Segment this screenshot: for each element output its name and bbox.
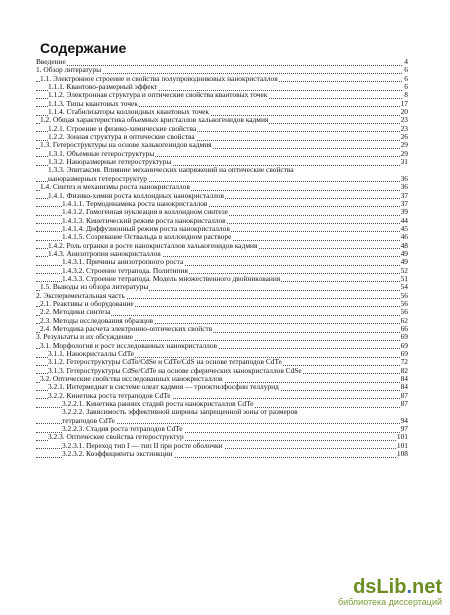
toc-entry-page: 29 <box>400 140 408 150</box>
toc-entry-text: 3.2.3.1. Переход тип I — тип II при росте оболочки <box>62 441 223 450</box>
toc-entry-page: 56 <box>400 298 408 308</box>
toc-entry-text: 3.2. Оптические свойства исследованных нанокристаллов <box>40 375 223 384</box>
toc-entry-page: 54 <box>400 282 408 292</box>
toc-entry-text: 1.4.1.2. Гомогенная нуклеация в коллоидном синтезе <box>62 208 228 217</box>
toc-entry-text: 1. Обзор литературы <box>36 66 102 75</box>
toc-entry-text: наноразмерных гетероструктур <box>48 174 148 183</box>
toc-entry-text: 2.4. Методика расчета электронно-оптических свойств <box>40 325 213 333</box>
toc-entry-page: 97 <box>400 424 408 434</box>
toc-entry-page: 23 <box>400 123 408 133</box>
toc-entry-text: 1.3.2. Наноразмерные гетероструктуры <box>48 158 172 167</box>
toc-entry-text: 1.4.1.1. Термодинамика роста нанокристаллов <box>62 199 208 208</box>
toc-entry-page: 101 <box>396 432 408 442</box>
toc-entry-text: 1.3.1. Объемные гетероструктуры <box>48 149 155 158</box>
toc-entry[interactable] <box>36 158 408 166</box>
toc-entry-page: 84 <box>400 382 408 392</box>
toc-entry-text: 1.4.3.1. Причины анизотропного роста <box>62 258 184 267</box>
toc-entry-page: 72 <box>400 357 408 367</box>
toc-entry-text: 1.1.4. Стабилизаторы коллоидных квантовых точек <box>48 108 209 117</box>
toc-entry-page: 56 <box>400 290 408 300</box>
toc-entry-page: 69 <box>400 332 408 342</box>
toc-entry-page: 49 <box>400 257 408 267</box>
toc-entry-text: 1.1.3. Типы квантовых точек <box>48 99 138 108</box>
toc-entry-text: 3.2.2. Кинетика роста тетраподов CdTe <box>48 391 171 400</box>
toc-entry-page: 4 <box>404 57 408 66</box>
toc-entry-text: 1.4.1.4. Диффузионный режим роста нанокристаллов <box>62 224 230 233</box>
toc-entry[interactable] <box>36 400 408 408</box>
page-title: Содержание <box>40 40 127 56</box>
watermark-logo-main: dsLib <box>353 576 407 598</box>
toc-entry-text: 1.4.1.3. Кинетический режим роста нанокристаллов <box>62 216 226 225</box>
toc-entry-page: 37 <box>400 198 408 208</box>
toc-entry-page: 31 <box>400 157 408 167</box>
toc-entry-text: 3.2.2.3. Стадия роста тетраподов CdTe <box>62 425 183 434</box>
toc-entry-page: 52 <box>400 265 408 275</box>
toc-entry-text: 2.1. Реактивы и оборудование <box>40 299 134 308</box>
toc-entry-text: 1.2.2. Зонная структура и оптические свойства <box>48 133 195 142</box>
toc-entry-page: 108 <box>396 449 408 459</box>
toc-entry-page: 26 <box>400 132 408 142</box>
toc-entry-page: 51 <box>400 273 408 283</box>
watermark-logo-dot: . <box>406 576 412 598</box>
toc-entry-text: 1.4.1.5. Созревание Оствальда в коллоидном растворе <box>62 233 232 242</box>
toc-entry-page: 87 <box>400 390 408 400</box>
toc-entry-text: 3. Результаты и их обсуждение <box>36 333 134 342</box>
toc-entry-page: 49 <box>400 248 408 258</box>
toc-entry-text: 3.2.2.1. Кинетика ранних стадий роста нанокристаллов CdTe <box>62 400 254 409</box>
toc-entry-page: 48 <box>400 240 408 250</box>
toc-entry-text: 1.4.2. Роль огранки в росте нанокристаллов халькогенидов кадмия <box>48 241 258 250</box>
toc-entry-page: 69 <box>400 340 408 350</box>
toc-entry-page: 29 <box>400 148 408 158</box>
toc-entry[interactable] <box>36 450 408 458</box>
toc-entry-text: 3.2.3.2. Коэффициенты экстинкции <box>62 450 173 459</box>
toc-entry-text: 3.1.2. Гетероструктуры CdTe/CdSe и CdTe/CdS на основе тетраподов CdTe <box>48 358 282 367</box>
toc-entry-page: 39 <box>400 207 408 217</box>
toc-entry-page: 69 <box>400 349 408 359</box>
toc-entry-text: 2. Экспериментальная часть <box>36 291 125 300</box>
toc-entry-page: 82 <box>400 365 408 375</box>
table-of-contents <box>36 58 408 459</box>
toc-entry-page: 36 <box>400 173 408 183</box>
toc-entry-text: 2.3. Методы исследования образцов <box>40 316 154 325</box>
toc-entry-text: 1.3.3. Эпитаксия. Влияние механических напряжений на оптические свойства <box>48 166 408 174</box>
toc-entry-page: 23 <box>400 115 408 125</box>
toc-entry-page: 101 <box>396 440 408 450</box>
toc-entry-page: 66 <box>400 324 408 333</box>
toc-entry-text: 1.4.3.3. Строение тетрапода. Модель множественного двойникования <box>62 274 281 283</box>
toc-entry-page: 8 <box>404 90 408 100</box>
watermark-logo-tld: net <box>412 576 442 598</box>
toc-entry-text: 3.1.1. Нанокристаллы CdTe <box>48 350 135 359</box>
toc-entry-page: 6 <box>404 82 408 92</box>
toc-entry-text: 1.2. Общая характеристика объемных кристаллов халькогенидов кадмия <box>40 116 269 125</box>
toc-entry-page: 17 <box>400 98 408 108</box>
toc-entry-text: 3.2.2.2. Зависимость эффективной ширины запрещенной зоны от размеров <box>62 408 408 416</box>
toc-entry-text: 1.1. Электронное строение и свойства полупроводниковых нанокристаллов <box>40 74 278 83</box>
toc-entry-text: 1.3. Гетероструктуры на основе халькогенидов кадмия <box>40 141 212 150</box>
watermark-logo <box>338 576 442 599</box>
toc-entry-page: 45 <box>400 223 408 233</box>
toc-entry-text: 3.1.3. Гетероструктуры CdSe/CdTe на основе сферических нанокристаллов CdSe <box>48 366 302 375</box>
toc-entry-text: 3.1. Морфология и рост исследованных нанокристаллов <box>40 341 218 350</box>
toc-entry-text: 3.2.1. Интермедиат в системе олеат кадмия — триоктилфосфин теллурид <box>48 383 279 392</box>
toc-entry-page: 6 <box>404 65 408 75</box>
toc-leader-dots <box>36 57 408 66</box>
watermark-subtitle: библиотека диссертаций <box>337 597 442 607</box>
toc-entry-page: 36 <box>400 182 408 192</box>
toc-entry-text: 3.2.3. Оптические свойства гетероструктур <box>48 433 184 442</box>
toc-entry-page: 62 <box>400 315 408 325</box>
toc-entry-text: 1.4. Синтез и механизмы роста нанокристаллов <box>40 183 190 192</box>
toc-entry-text: 1.1.1. Квантово-размерный эффект <box>48 83 158 92</box>
toc-entry-page: 37 <box>400 190 408 200</box>
toc-entry-text: 1.4.3. Анизотропия нанокристаллов <box>48 249 161 258</box>
toc-entry-text: 1.2.1. Строение и физико-химические свойства <box>48 124 197 133</box>
toc-entry-page: 87 <box>400 399 408 409</box>
toc-entry-text: Введение <box>36 58 66 66</box>
toc-entry-text: 2.2. Методики синтеза <box>40 308 111 317</box>
toc-entry-text: 1.4.3.2. Строение тетрапода. Политипия <box>62 266 188 275</box>
watermark <box>338 576 442 607</box>
toc-entry-text: 1.4.1. Физико-химия роста коллоидных нанокристаллов <box>48 191 225 200</box>
toc-entry-page: 46 <box>400 232 408 242</box>
toc-entry-text: тетраподов CdTe <box>62 416 115 425</box>
toc-entry-page: 84 <box>400 374 408 384</box>
toc-entry-page: 44 <box>400 215 408 225</box>
toc-entry-text: 1.5. Выводы из обзора литературы <box>40 283 149 292</box>
toc-entry-page: 56 <box>400 307 408 317</box>
toc-entry-page: 6 <box>404 73 408 83</box>
toc-entry-page: 94 <box>400 415 408 425</box>
toc-entry-page: 20 <box>400 107 408 117</box>
toc-entry-text: 1.1.2. Электронная структура и оптические свойства квантовых точек <box>48 91 268 100</box>
